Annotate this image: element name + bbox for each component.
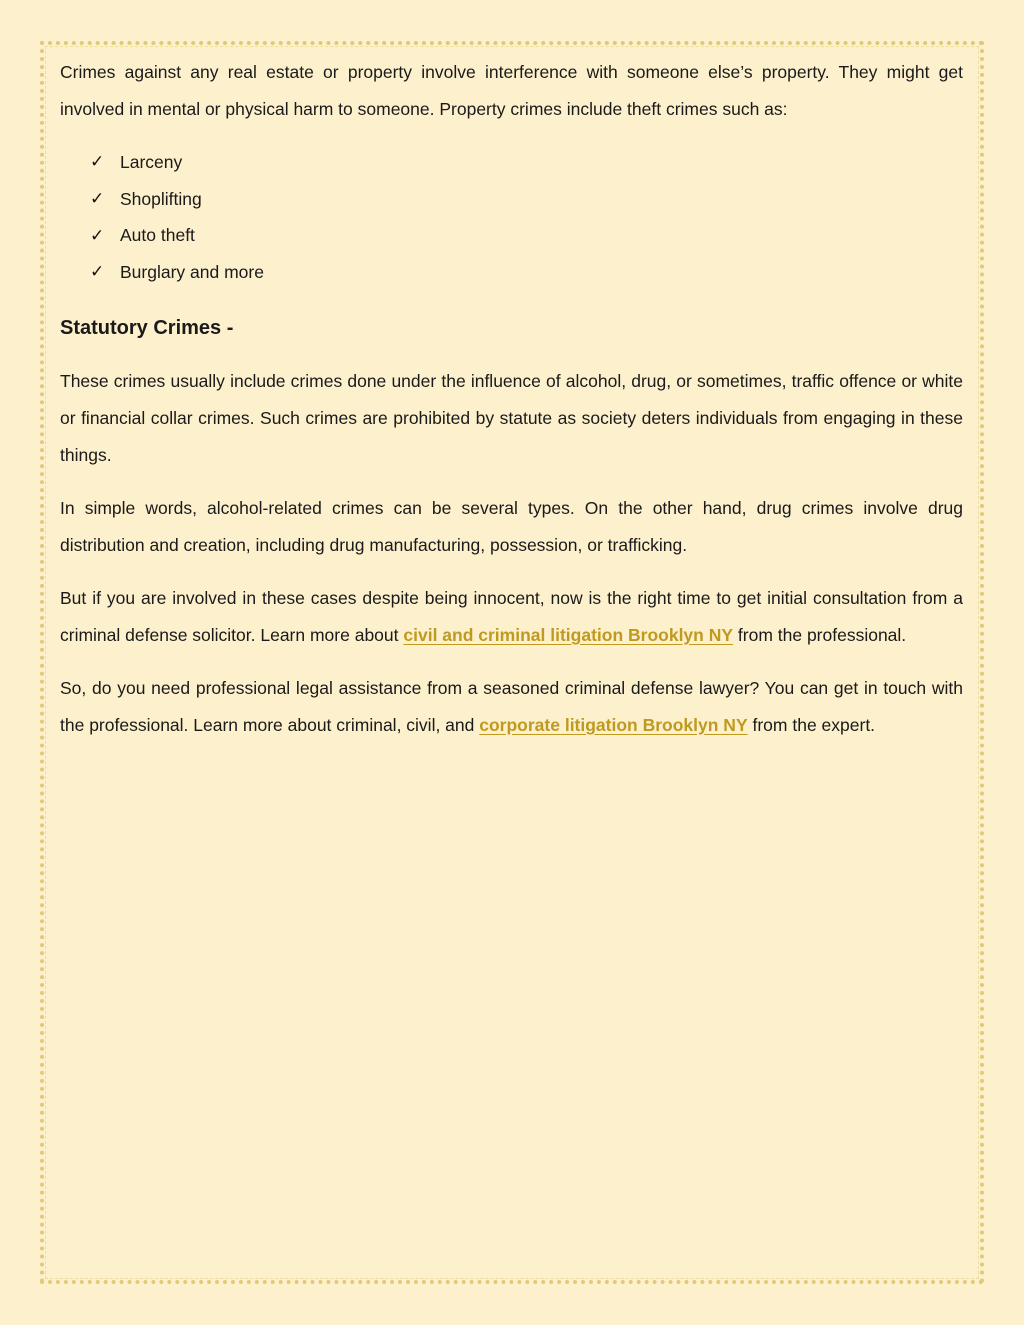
statutory-paragraph-4	[60, 670, 963, 744]
list-item	[90, 254, 963, 291]
checkmark-icon: ✓	[90, 262, 105, 282]
statutory-paragraph-2: In simple words, alcohol-related crimes can be several types. On the other hand, drug crimes involve drug distribution and creation, including drug manufacturing, possession, or trafficking.	[60, 497, 963, 555]
theft-crimes-list	[60, 144, 963, 291]
paragraph-text: from the professional.	[733, 624, 907, 645]
list-item-label: Auto theft	[120, 225, 195, 246]
list-item-label: Larceny	[120, 151, 183, 172]
list-item-label: Burglary and more	[120, 261, 264, 282]
list-item	[90, 217, 963, 254]
paragraph-text: So, do you need professional legal assistance from a seasoned criminal defense lawyer? You can get in touch with the professional. Learn more about criminal, civil, and	[60, 677, 963, 735]
checkmark-icon: ✓	[90, 225, 105, 245]
paragraph-text: But if you are involved in these cases despite being innocent, now is the right time to get initial consultation from a criminal defense solicitor. Learn more about	[60, 587, 963, 645]
intro-paragraph: Crimes against any real estate or property involve interference with someone else’s property. They might get involved in mental or physical harm to someone. Property crimes include theft crimes such as:	[60, 62, 963, 119]
checkmark-icon: ✓	[90, 189, 105, 209]
document-body	[60, 54, 963, 760]
section-heading: Statutory Crimes -	[60, 316, 234, 339]
list-item-label: Shoplifting	[120, 188, 202, 209]
statutory-paragraph-1: These crimes usually include crimes done under the influence of alcohol, drug, or sometimes, traffic offence or white or financial collar crimes. Such crimes are prohibited by statute as society deters individuals from engaging in these things.	[60, 370, 963, 465]
paragraph-text: from the expert.	[747, 714, 876, 735]
civil-criminal-litigation-link[interactable]: civil and criminal litigation Brooklyn NY	[403, 624, 734, 645]
statutory-paragraph-3	[60, 580, 963, 654]
corporate-litigation-link[interactable]: corporate litigation Brooklyn NY	[479, 714, 748, 735]
checkmark-icon: ✓	[90, 152, 105, 172]
list-item	[90, 144, 963, 181]
list-item	[90, 181, 963, 218]
